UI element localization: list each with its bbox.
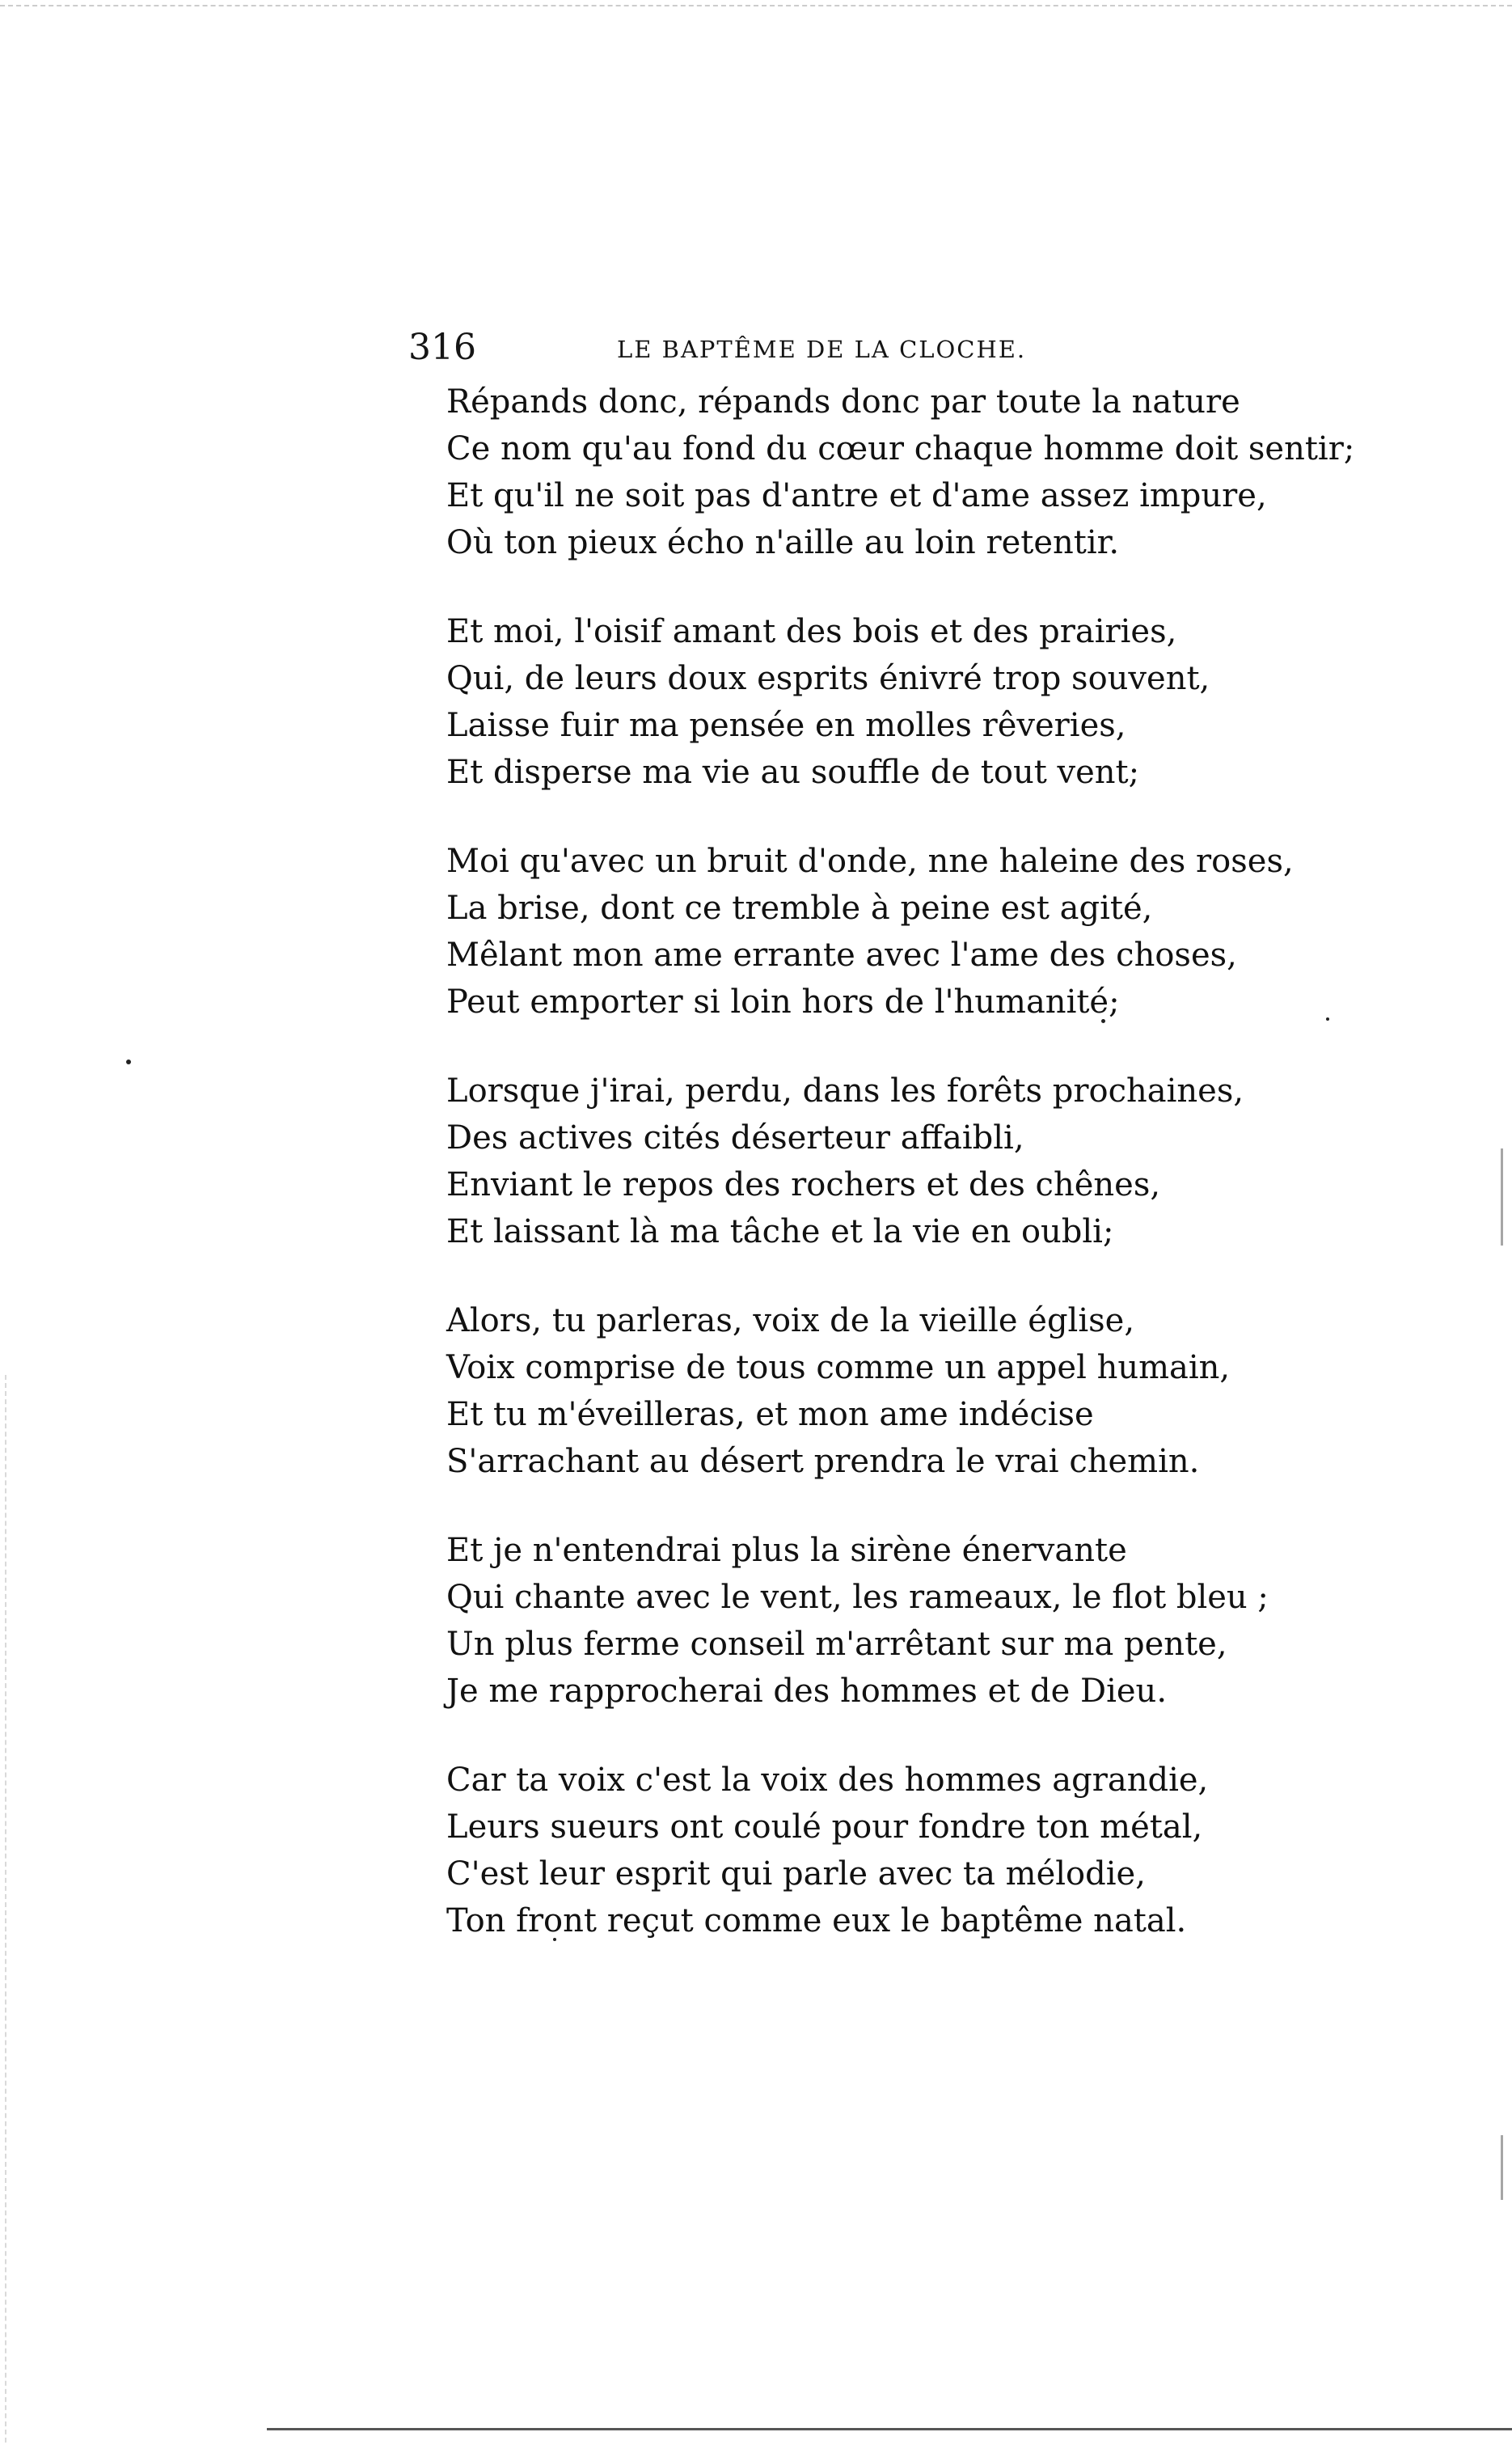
verse-line: Répands donc, répands donc par toute la nature	[446, 383, 1240, 421]
verse-line: Qui chante avec le vent, les rameaux, le flot bleu ;	[446, 1579, 1269, 1616]
running-title: LE BAPTÊME DE LA CLOCHE.	[617, 336, 1027, 363]
verse-line: Je me rapprocherai des hommes et de Dieu.	[446, 1673, 1168, 1710]
verse-line: Voix comprise de tous comme un appel humain,	[446, 1349, 1231, 1386]
verse-line: Enviant le repos des rochers et des chênes,	[446, 1166, 1161, 1203]
verse-line: Et laissant là ma tâche et la vie en oubli;	[446, 1213, 1114, 1250]
scan-edge-left	[5, 1375, 6, 2443]
scan-edge-top	[0, 5, 1512, 6]
page-header	[408, 325, 1257, 374]
verse-line: C'est leur esprit qui parle avec ta mélodie,	[446, 1855, 1146, 1893]
page-number: 316	[408, 327, 476, 368]
stanza	[446, 1757, 1328, 1944]
verse-line: S'arrachant au désert prendra le vrai chemin.	[446, 1443, 1200, 1480]
poem-body	[446, 379, 1355, 1986]
verse-line: La brise, dont ce tremble à peine est agité,	[446, 890, 1153, 927]
verse-line: Des actives cités déserteur affaibli,	[446, 1119, 1024, 1157]
verse-line: Lorsque j'irai, perdu, dans les forêts prochaines,	[446, 1072, 1244, 1110]
verse-line: Ton front reçut comme eux le baptême natal.	[446, 1902, 1187, 1939]
verse-line: Peut emporter si loin hors de l'humanité;	[446, 983, 1120, 1021]
verse-line: Et je n'entendrai plus la sirène énervante	[446, 1532, 1127, 1569]
verse-line: Où ton pieux écho n'aille au loin retentir.	[446, 524, 1120, 561]
verse-line: Et moi, l'oisif amant des bois et des prairies,	[446, 613, 1177, 650]
verse-line: Et qu'il ne soit pas d'antre et d'ame assez impure,	[446, 477, 1267, 514]
verse-line: Ce nom qu'au fond du cœur chaque homme doit sentir;	[446, 430, 1355, 467]
scan-edge-bottom	[267, 2428, 1512, 2430]
verse-line: Car ta voix c'est la voix des hommes agrandie,	[446, 1762, 1209, 1799]
verse-line: Alors, tu parleras, voix de la vieille église,	[446, 1302, 1135, 1339]
verse-line: Qui, de leurs doux esprits énivré trop souvent,	[446, 660, 1210, 697]
verse-line: Moi qu'avec un bruit d'onde, nne haleine des roses,	[446, 843, 1294, 880]
scan-edge-right-lower	[1501, 2135, 1503, 2200]
verse-line: Et disperse ma vie au souffle de tout vent;	[446, 754, 1140, 791]
verse-line: Et tu m'éveilleras, et mon ame indécise	[446, 1396, 1094, 1433]
stanza	[446, 1297, 1328, 1485]
verse-line: Leurs sueurs ont coulé pour fondre ton métal,	[446, 1808, 1203, 1846]
verse-line: Un plus ferme conseil m'arrêtant sur ma pente,	[446, 1626, 1227, 1663]
scan-speck	[126, 1060, 131, 1064]
stanza	[446, 608, 1328, 796]
verse-line: Laisse fuir ma pensée en molles rêveries,	[446, 707, 1126, 744]
scan-edge-right	[1501, 1148, 1503, 1246]
verse-line: Mêlant mon ame errante avec l'ame des choses,	[446, 937, 1237, 974]
stanza	[446, 838, 1328, 1026]
stanza	[446, 1068, 1328, 1255]
stanza	[446, 1527, 1328, 1715]
stanza	[446, 379, 1355, 566]
